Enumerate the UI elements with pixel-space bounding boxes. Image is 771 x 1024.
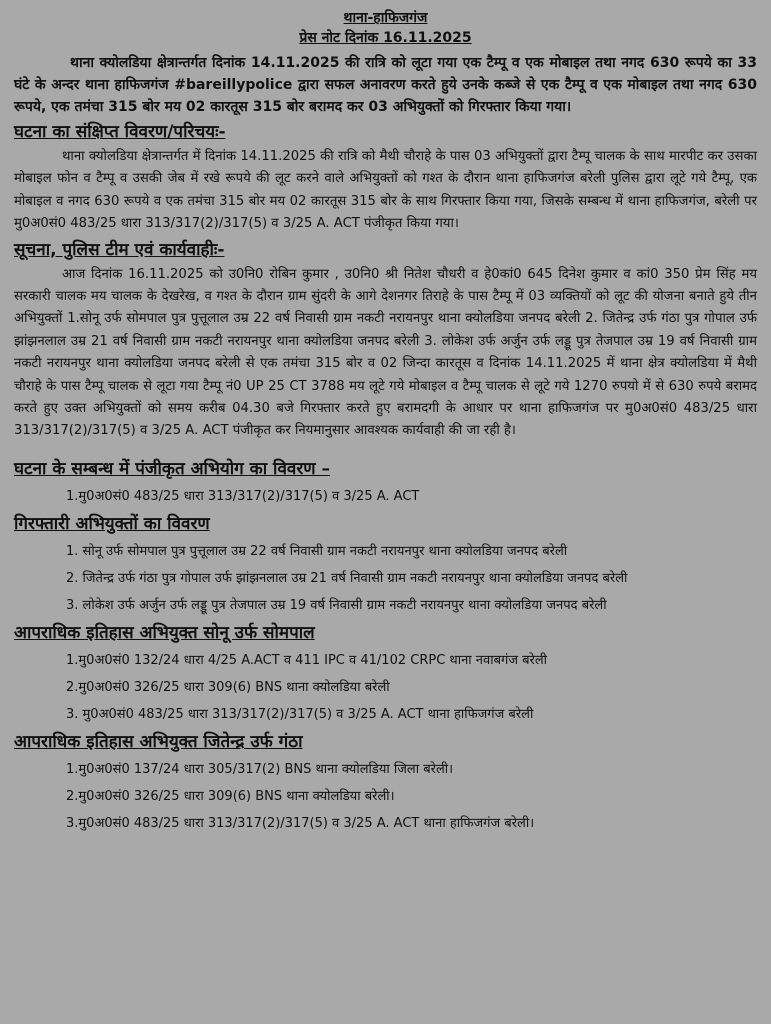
list-item: 1. सोनू उर्फ सोमपाल पुत्र पुत्तूलाल उम्र 22 वर्ष निवासी ग्राम नकटी नरायनपुर थाना क्योलडिया जनपद बरेली	[66, 543, 568, 559]
section-police-action-text: आज दिनांक 16.11.2025 को उ0नि0 रोबिन कुमार , उ0नि0 श्री नितेश चौधरी व हे0कां0 645 दिनेश कुमार व कां0 350 प्रेम सिंह मय सरकारी चालक मय चालक के देखरेख, व गश्त के दौरान ग्राम सुंदरी के आगे देशनगर तिराहे के पास टैम्पू में 03 व्यक्तियों को लूट की योजना बनाते हुये तीन अभियुक्तों 1.सोनू उर्फ सोमपाल पुत्र पुत्तूलाल उम्र 22 वर्ष निवासी ग्राम नकटी नरायनपुर थाना क्योलडिया जनपद बरेली 2. जितेन्द्र उर्फ गंठा पुत्र गोपाल उर्फ झांझनलाल उम्र 21 वर्ष निवासी ग्राम नकटी नरायनपुर थाना क्योलडिया जनपद बरेली 3. लोकेश उर्फ अर्जुन उर्फ लड्डू पुत्र तेजपाल उम्र 19 वर्ष निवासी ग्राम नकटी नरायनपुर थाना क्योलडिया जनपद बरेली से एक तमंचा 315 बोर व 02 जिन्दा कारतूस व दिनांक 14.11.2025 में थाना क्षेत्र क्योलडिया में मैथी चौराहे के पास टैम्पू चालक से लूटा गया टैम्पू नं0 UP 25 CT 3788 मय लूटे गये मोबाइल व टैम्पू चालक से लूटे गये 1270 रुपयो में से 630 रुपये बरामद करते हुए उक्त अभियुक्तों को समय करीब 04.30 बजे गिरफ्तार करते हुए बरामदगी के आधार पर थाना हाफिजगंज पर मु0अ0सं0 483/25 धारा 313/317(2)/317(5) व 3/25 A. ACT पंजीकृत कर नियमानुसार आवश्यक कार्यवाही की जा रही है।	[14, 266, 757, 439]
history-sonu-list	[14, 647, 757, 728]
list-item: 3. लोकेश उर्फ अर्जुन उर्फ लड्डू पुत्र तेजपाल उम्र 19 वर्ष निवासी ग्राम नकटी नरायनपुर थाना क्योलडिया जनपद बरेली	[66, 597, 607, 613]
list-item: 1.मु0अ0सं0 137/24 धारा 305/317(2) BNS थाना क्योलडिया जिला बरेली।	[66, 761, 454, 777]
list-item: 3.मु0अ0सं0 483/25 धारा 313/317(2)/317(5) व 3/25 A. ACT थाना हाफिजगंज बरेली।	[66, 815, 535, 831]
press-note-date: प्रेस नोट दिनांक 16.11.2025	[299, 30, 472, 46]
list-item: 2.मु0अ0सं0 326/25 धारा 309(6) BNS थाना क्योलडिया बरेली	[66, 679, 390, 695]
lead-summary: थाना क्योलडिया क्षेत्रान्तर्गत दिनांक 14.11.2025 की रात्रि को लूटा गया एक टैम्पू व एक मोबाइल तथा नगद 630 रूपये का 33 घंटे के अन्दर थाना हाफिजगंज #bareillypolice द्वारा सफल अनावरण करते हुये उनके कब्जे से एक टैम्पू व एक मोबाइल तथा नगद 630 रूपये, एक तमंचा 315 बोर मय 02 कारतूस 315 बोर बरामद कर 03 अभियुक्तों को गिरफ्तार किया गया।	[14, 55, 757, 115]
section-history-sonu-heading: आपराधिक इतिहास अभियुक्त सोनू उर्फ सोमपाल	[14, 622, 315, 643]
registered-case-list	[14, 483, 757, 510]
section-registered-case-heading: घटना के सम्बन्ध में पंजीकृत अभियोग का विवरण –	[14, 458, 331, 479]
section-history-jitendra-heading: आपराधिक इतिहास अभियुक्त जितेन्द्र उर्फ गंठा	[14, 731, 303, 752]
section-police-action-heading: सूचना, पुलिस टीम एवं कार्यवाहीः-	[14, 239, 225, 260]
list-item: 1.मु0अ0सं0 132/24 धारा 4/25 A.ACT व 411 IPC व 41/102 CRPC थाना नवाबगंज बरेली	[66, 652, 548, 668]
list-item: 3. मु0अ0सं0 483/25 धारा 313/317(2)/317(5) व 3/25 A. ACT थाना हाफिजगंज बरेली	[66, 706, 534, 722]
section-incident-brief-text: थाना क्योलडिया क्षेत्रान्तर्गत में दिनांक 14.11.2025 की रात्रि को मैथी चौराहे के पास 03 अभियुक्तों द्वारा टैम्पू चालक के साथ मारपीट कर उसका मोबाइल फोन व टैम्पू व उसकी जेब में रखे रूपये की लूट करने वाले अभियुक्तों को गश्त के दौरान थाना हाफिजगंज बरेली पुलिस द्वारा लूटे गये टैम्पू, एक मोबाइल व नगद 630 रूपये व एक तमंचा 315 बोर मय 02 कारतूस 315 बोर के साथ गिरफ्तार किया गया, जिसके सम्बन्ध में थाना हाफिजगंज, बरेली पर मु0अ0सं0 483/25 धारा 313/317(2)/317(5) व 3/25 A. ACT पंजीकृत किया गया।	[14, 149, 757, 232]
station-title: थाना-हाफिजगंज	[343, 10, 428, 26]
arrested-list	[14, 538, 757, 619]
section-incident-brief-heading: घटना का संक्षिप्त विवरण/परिचयः-	[14, 122, 226, 142]
history-jitendra-list	[14, 756, 757, 837]
list-item: 2. जितेन्द्र उर्फ गंठा पुत्र गोपाल उर्फ झांझनलाल उम्र 21 वर्ष निवासी ग्राम नकटी नरायनपुर थाना क्योलडिया जनपद बरेली	[66, 570, 628, 586]
list-item: 1.मु0अ0सं0 483/25 धारा 313/317(2)/317(5) व 3/25 A. ACT	[66, 488, 420, 504]
list-item: 2.मु0अ0सं0 326/25 धारा 309(6) BNS थाना क्योलडिया बरेली।	[66, 788, 395, 804]
section-arrested-heading: गिरफ्तारी अभियुक्तों का विवरण	[14, 513, 210, 534]
